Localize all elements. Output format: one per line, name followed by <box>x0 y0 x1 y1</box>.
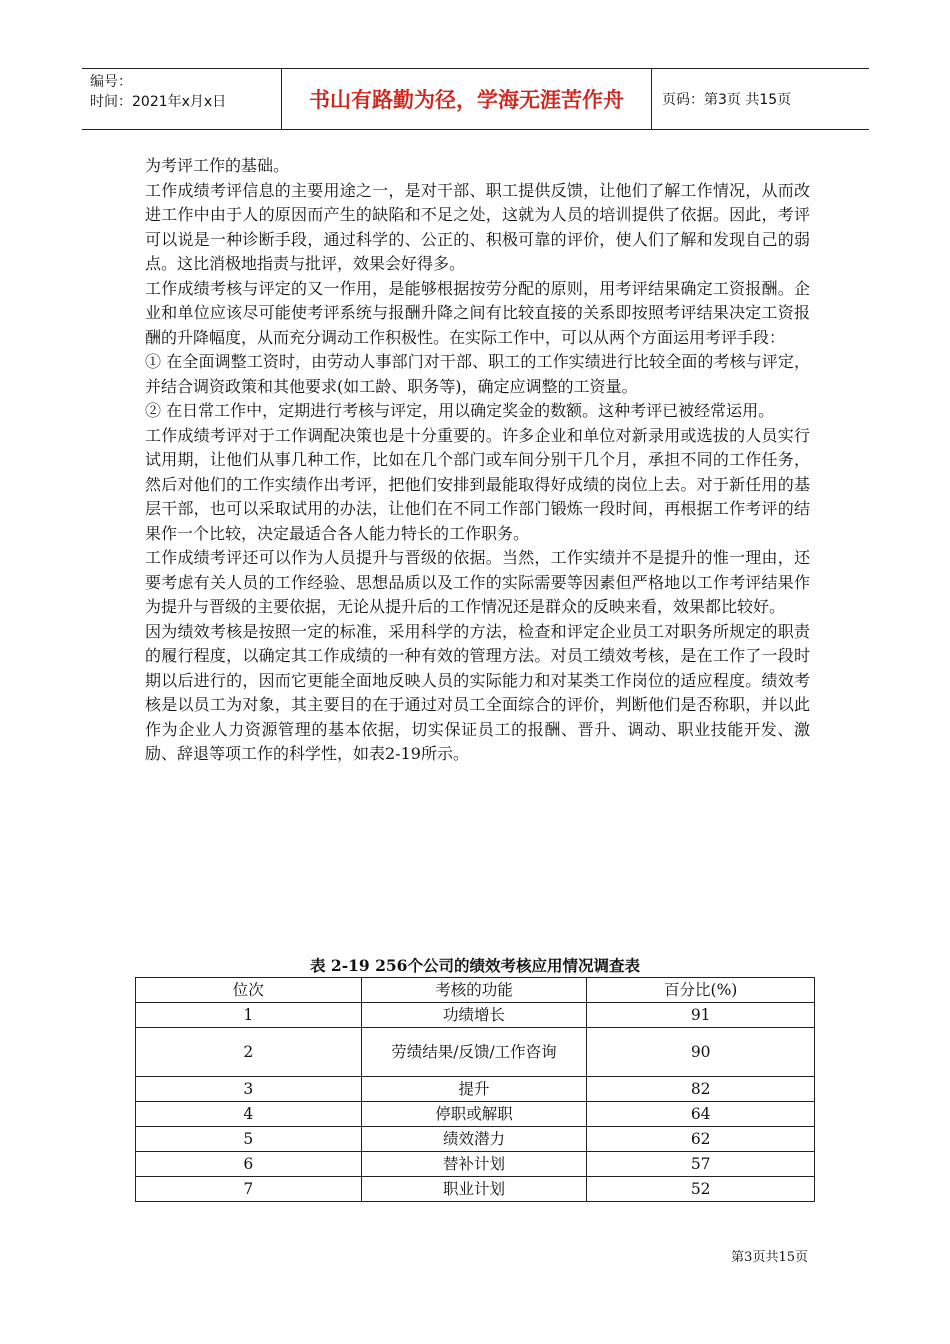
table-row <box>136 1077 815 1102</box>
function-cell: 职业计划 <box>361 1177 587 1202</box>
paragraph: 工作成绩考评对于工作调配决策也是十分重要的。许多企业和单位对新录用或选拔的人员实行试用期，让他们从事几种工作，比如在几个部门或车间分别干几个月，承担不同的工作任务，然后对他们的工作实绩作出考评，把他们安排到最能取得好成绩的岗位上去。对于新任用的基层干部，也可以采取试用的办法，让他们在不同工作部门锻炼一段时间，再根据工作考评的结果作一个比较，决定最适合各人能力特长的工作职务。 <box>145 425 810 543</box>
survey-table <box>135 977 815 1202</box>
table-row <box>136 1003 815 1028</box>
percent-cell: 90 <box>587 1028 815 1077</box>
paragraph: 工作成绩考评还可以作为人员提升与晋级的依据。当然，工作实绩并不是提升的惟一理由，还要考虑有关人员的工作经验、思想品质以及工作的实际需要等因素但严格地以工作考评结果作为提升与晋级的主要依据，无论从提升后的工作情况还是群众的反映来看，效果都比较好。 <box>145 548 810 616</box>
function-cell: 提升 <box>361 1077 587 1102</box>
header-date: 时间：2021年x月x日 <box>90 94 227 110</box>
table-row <box>136 1028 815 1077</box>
header-code-label: 编号： <box>90 74 132 90</box>
rank-cell: 6 <box>136 1152 362 1177</box>
percent-cell: 91 <box>587 1003 815 1028</box>
rank-cell: 3 <box>136 1077 362 1102</box>
header-page-code: 页码：第3页 共15页 <box>662 92 792 108</box>
rank-cell: 4 <box>136 1102 362 1127</box>
paragraph: ① 在全面调整工资时，由劳动人事部门对干部、职工的工作实绩进行比较全面的考核与评定，并结合调资政策和其他要求(如工龄、职务等)，确定应调整的工资量。 <box>145 352 810 396</box>
page-footer: 第3页共15页 <box>731 1250 808 1265</box>
function-cell: 劳绩结果/反馈/工作咨询 <box>361 1028 587 1077</box>
column-header-rank: 位次 <box>136 978 362 1003</box>
percent-cell: 82 <box>587 1077 815 1102</box>
function-cell: 绩效潜力 <box>361 1127 587 1152</box>
header-motto: 书山有路勤为径，学海无涯苦作舟 <box>282 69 652 129</box>
table-row <box>136 1127 815 1152</box>
function-cell: 替补计划 <box>361 1152 587 1177</box>
header-info <box>82 69 282 129</box>
paragraph: ② 在日常工作中，定期进行考核与评定，用以确定奖金的数额。这种考评已被经常运用。 <box>145 401 775 420</box>
paragraph: 为考评工作的基础。 <box>145 156 290 175</box>
rank-cell: 1 <box>136 1003 362 1028</box>
paragraph: 工作成绩考评信息的主要用途之一，是对干部、职工提供反馈，让他们了解工作情况，从而改进工作中由于人的原因而产生的缺陷和不足之处，这就为人员的培训提供了依据。因此，考评可以说是一种诊断手段，通过科学的、公正的、积极可靠的评价，使人们了解和发现自己的弱点。这比消极地指责与批评，效果会好得多。 <box>145 180 810 273</box>
paragraph: 因为绩效考核是按照一定的标准，采用科学的方法，检查和评定企业员工对职务所规定的职责的履行程度，以确定其工作成绩的一种有效的管理方法。对员工绩效考核，是在工作了一段时期以后进行的，因而它更能全面地反映人员的实际能力和对某类工作岗位的适应程度。绩效考核是以员工为对象，其主要目的在于通过对员工全面综合的评价，判断他们是否称职，并以此作为企业人力资源管理的基本依据，切实保证员工的报酬、晋升、调动、职业技能开发、激励、辞退等项工作的科学性，如表2-19所示。 <box>145 621 810 763</box>
table-row <box>136 1177 815 1202</box>
column-header-percent: 百分比(%) <box>587 978 815 1003</box>
function-cell: 功绩增长 <box>361 1003 587 1028</box>
percent-cell: 64 <box>587 1102 815 1127</box>
percent-cell: 62 <box>587 1127 815 1152</box>
rank-cell: 2 <box>136 1028 362 1077</box>
table-header-row <box>136 978 815 1003</box>
column-header-function: 考核的功能 <box>361 978 587 1003</box>
body-text <box>145 154 810 767</box>
rank-cell: 5 <box>136 1127 362 1152</box>
table-caption: 表 2-19 256个公司的绩效考核应用情况调查表 <box>310 956 640 975</box>
percent-cell: 52 <box>587 1177 815 1202</box>
table-row <box>136 1152 815 1177</box>
paragraph: 工作成绩考核与评定的又一作用，是能够根据按劳分配的原则，用考评结果确定工资报酬。企业和单位应该尽可能使考评系统与报酬升降之间有比较直接的关系即按照考评结果决定工资报酬的升降幅度，从而充分调动工作积极性。在实际工作中，可以从两个方面运用考评手段： <box>145 278 810 347</box>
page-header <box>82 68 869 130</box>
table-row <box>136 1102 815 1127</box>
percent-cell: 57 <box>587 1152 815 1177</box>
function-cell: 停职或解职 <box>361 1102 587 1127</box>
rank-cell: 7 <box>136 1177 362 1202</box>
